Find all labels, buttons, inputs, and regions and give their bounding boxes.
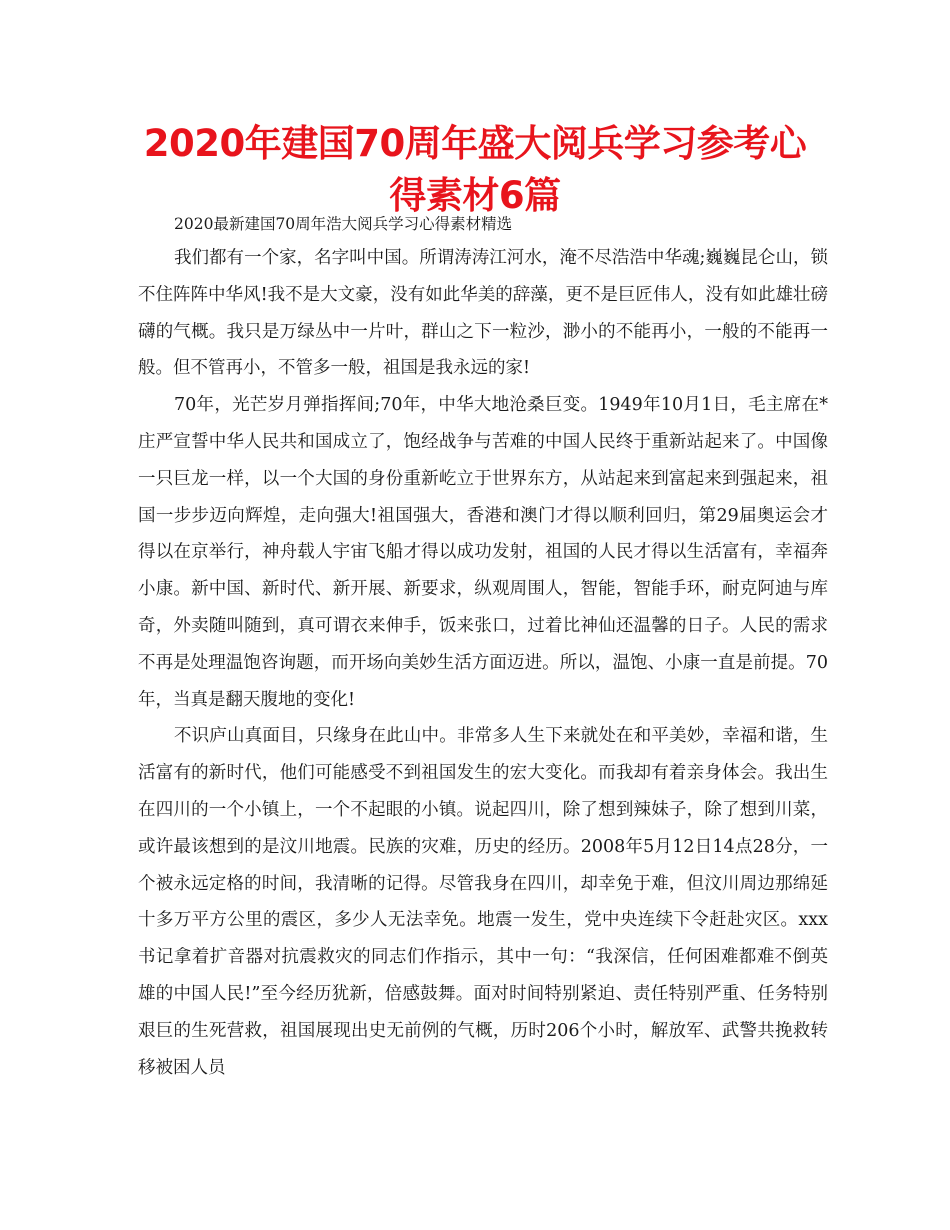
document-body	[138, 208, 828, 1086]
paragraph-seventy-years: 70年，光芒岁月弹指挥间;70年，中华大地沧桑巨变。1949年10月1日，毛主席在*庄严宣誓中华人民共和国成立了，饱经战争与苦难的中国人民终于重新站起来了。中国像一只巨龙一样，以一个大国的身份重新屹立于世界东方，从站起来到富起来到强起来，祖国一步步迈向辉煌，走向强大!祖国强大，香港和澳门才得以顺利回归，第29届奥运会才得以在京举行，神舟载人宇宙飞船才得以成功发射，祖国的人民才得以生活富有，幸福奔小康。新中国、新时代、新开展、新要求，纵观周围人，智能，智能手环，耐克阿迪与库奇，外卖随叫随到，真可谓衣来伸手，饭来张口，过着比神仙还温馨的日子。人民的需求不再是处理温饱咨询题，而开场向美妙生活方面迈进。所以，温饱、小康一直是前提。70年，当真是翻天腹地的变化!	[138, 395, 828, 710]
document-title: 2020年建国70周年盛大阅兵学习参考心得素材6篇	[143, 122, 807, 217]
document-subtitle: 2020最新建国70周年浩大阅兵学习心得素材精选	[174, 215, 513, 233]
paragraph-wenchuan: 不识庐山真面目，只缘身在此山中。非常多人生下来就处在和平美妙，幸福和谐，生活富有的新时代，他们可能感受不到祖国发生的宏大变化。而我却有着亲身体会。我出生在四川的一个小镇上，一个不起眼的小镇。说起四川，除了想到辣妹子，除了想到川菜，或许最该想到的是汶川地震。民族的灾难，历史的经历。2008年5月12日14点28分，一个被永远定格的时间，我清晰的记得。尽管我身在四川，却幸免于难，但汶川周边那绵延十多万平方公里的震区，多少人无法幸免。地震一发生，党中央连续下令赶赴灾区。xxx书记拿着扩音器对抗震救灾的同志们作指示，其中一句：“我深信，任何困难都难不倒英雄的中国人民!”至今经历犹新，倍感鼓舞。面对时间特别紧迫、责任特别严重、任务特别艰巨的生死营救，祖国展现出史无前例的气概，历时206个小时，解放军、武警共挽救转移被困人员	[138, 726, 828, 1078]
paragraph-home: 我们都有一个家，名字叫中国。所谓涛涛江河水，淹不尽浩浩中华魂;巍巍昆仑山，锁不住阵阵中华风!我不是大文豪，没有如此华美的辞藻，更不是巨匠伟人，没有如此雄壮磅礴的气概。我只是万绿丛中一片叶，群山之下一粒沙，渺小的不能再小，一般的不能再一般。但不管再小，不管多一般，祖国是我永远的家!	[138, 248, 828, 379]
